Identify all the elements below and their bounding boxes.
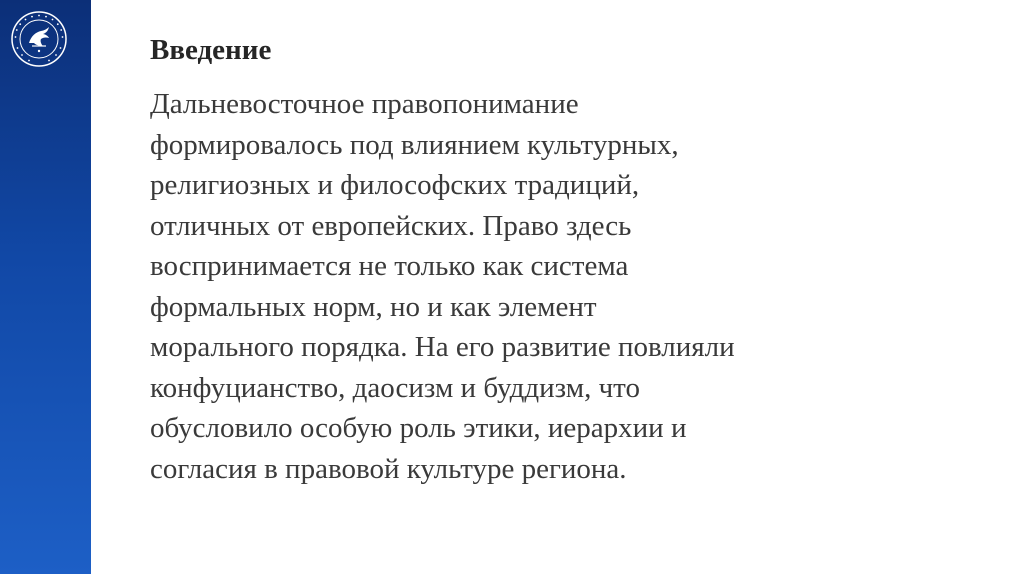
university-emblem-icon [10, 10, 68, 68]
paragraph-line: отличных от европейских. Право здесь [150, 209, 632, 242]
paragraph-line: согласия в правовой культуре региона. [150, 452, 627, 485]
paragraph-line: формировалось под влиянием культурных, [150, 128, 679, 161]
paragraph-line: обусловило особую роль этики, иерархии и [150, 412, 687, 444]
sidebar-band [0, 0, 91, 574]
paragraph-line: Дальневосточное правопонимание [150, 88, 579, 120]
slide-content [150, 30, 990, 489]
paragraph-line: воспринимается не только как система [150, 250, 629, 282]
paragraph-line: конфуцианство, даосизм и буддизм, что [150, 371, 640, 404]
body-paragraph [150, 84, 990, 489]
paragraph-line: формальных норм, но и как элемент [150, 290, 597, 323]
paragraph-line: религиозных и философских традиций, [150, 169, 640, 201]
paragraph-line: морального порядка. На его развитие повлияли [150, 331, 735, 363]
slide-title: Введение [150, 34, 272, 66]
